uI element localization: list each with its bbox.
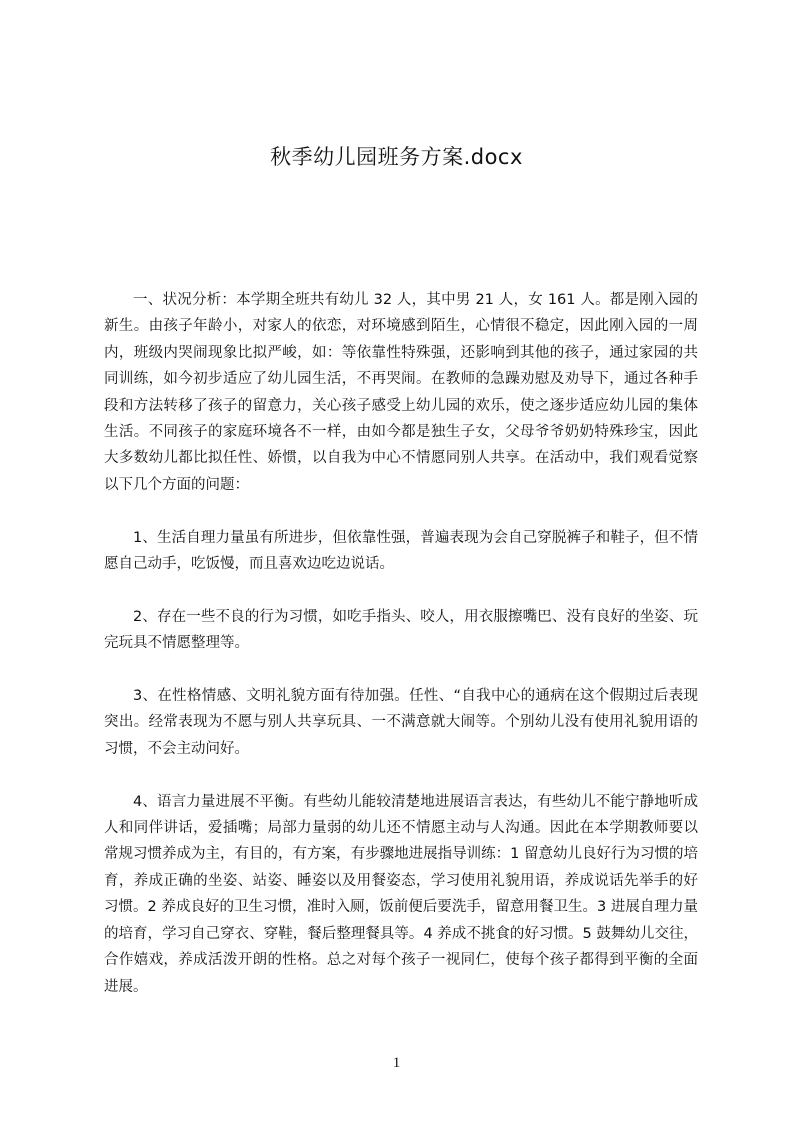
paragraph-item-3: 3、在性格情感、文明礼貌方面有待加强。任性、“自我中心的通病在这个假期过后表现突出。经常表现为不愿与别人共享玩具、一不满意就大闹等。个别幼儿没有使用礼貌用语的习惯，不会主动问好。 [104,688,698,757]
paragraph-item-1: 1、生活自理力量虽有所进步，但依靠性强，普遍表现为会自己穿脱裤子和鞋子，但不情愿自己动手，吃饭慢，而且喜欢边吃边说话。 [104,529,698,573]
paragraph-item-4: 4、语言力量进展不平衡。有些幼儿能较清楚地进展语言表达，有些幼儿不能宁静地听成人和同伴讲话，爱插嘴；局部力量弱的幼儿还不情愿主动与人沟通。因此在本学期教师要以常规习惯养成为主，有目的，有方案，有步骤地进展指导训练：1 留意幼儿良好行为习惯的培育，养成正确的坐姿、站姿、睡姿以及用餐姿态，学习使用礼貌用语，养成说话先举手的好习惯。2 养成良好的卫生习惯，准时入厕，饭前便后要洗手，留意用餐卫生。3 进展自理力量的培育，学习自己穿衣、穿鞋，餐后整理餐具等。4 养成不挑食的好习惯。5 鼓舞幼儿交往，合作嬉戏，养成活泼开朗的性格。总之对每个孩子一视同仁，使每个孩子都得到平衡的全面进展。 [104,793,698,995]
document-body [104,287,698,1026]
page-number: 1 [392,1055,401,1071]
paragraph-item-2: 2、存在一些不良的行为习惯，如吃手指头、咬人，用衣服擦嘴巴、没有良好的坐姿、玩完玩具不情愿整理等。 [104,608,698,652]
document-title: 秋季幼儿园班务方案.docx [270,145,523,169]
paragraph-situation-analysis: 一、状况分析：本学期全班共有幼儿 32 人，其中男 21 人，女 161 人。都是刚入园的新生。由孩子年龄小，对家人的依恋，对环境感到陌生，心情很不稳定，因此刚入园的一周内，班级内哭闹现象比拟严峻，如：等依靠性特殊强，还影响到其他的孩子，通过家园的共同训练，如今初步适应了幼儿园生活，不再哭闹。在教师的急躁劝慰及劝导下，通过各种手段和方法转移了孩子的留意力，关心孩子感受上幼儿园的欢乐，使之逐步适应幼儿园的集体生活。不同孩子的家庭环境各不一样，由如今都是独生子女，父母爷爷奶奶特殊珍宝，因此大多数幼儿都比拟任性、娇惯，以自我为中心不情愿同别人共享。在活动中，我们观看觉察以下几个方面的问题： [104,292,698,493]
